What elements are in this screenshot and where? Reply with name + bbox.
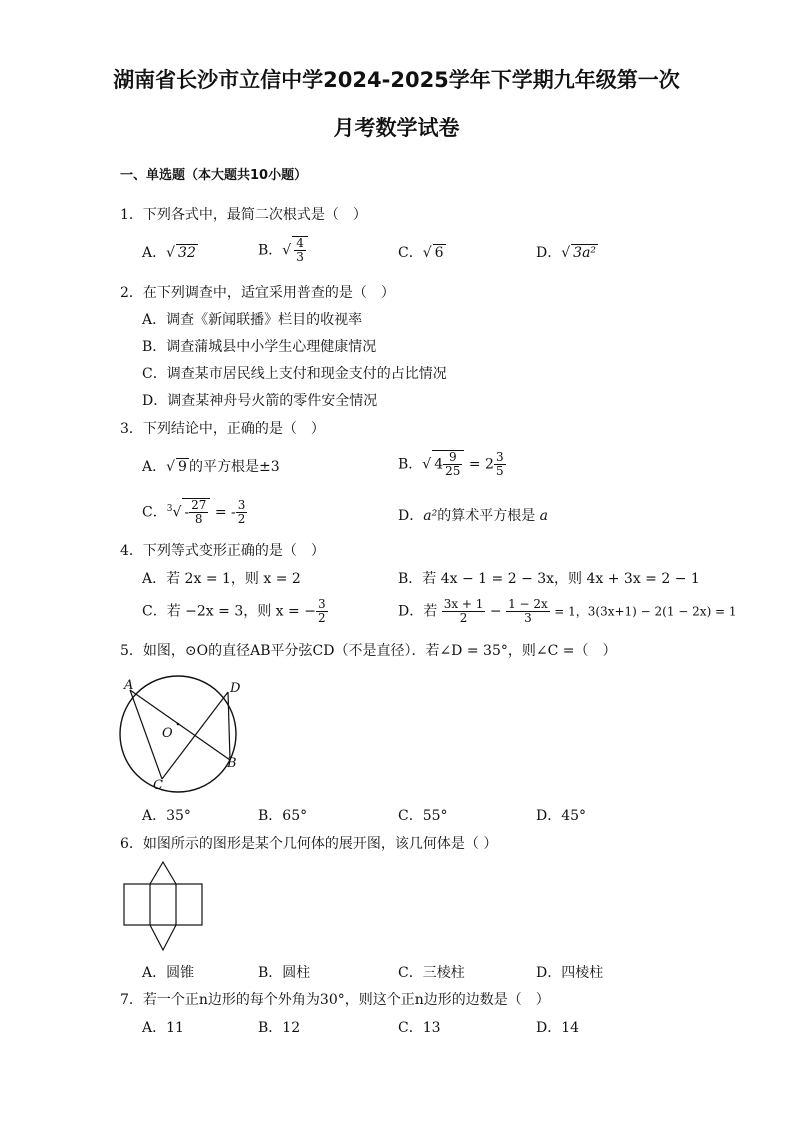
q6-option-a: A．圆锥: [142, 965, 195, 981]
q6-option-d: D．四棱柱: [536, 965, 604, 981]
q3-option-b: B．√ 4 $\frac{9}{25}$ = 2 $\frac{3}{5}$: [398, 450, 504, 479]
net-bottom-triangle: [150, 925, 176, 950]
q5-option-b: B．65°: [258, 808, 308, 824]
q1-option-b: B．√ $\frac{4}{3}$: [258, 236, 308, 264]
q7-option-d: D．14: [536, 1020, 580, 1036]
question-1-stem: 1．下列各式中，最简二次根式是（ ）: [120, 207, 367, 223]
question-2-stem: 2．在下列调查中，适宜采用普查的是（ ）: [120, 285, 395, 301]
circle-o: [120, 676, 236, 792]
question-3-stem: 3．下列结论中，正确的是（ ）: [120, 421, 325, 437]
q4-option-a: A．若 2x = 1，则 x = 2: [142, 571, 301, 587]
q2-option-d: D．调查某神舟号火箭的零件安全情况: [142, 393, 378, 409]
q3-option-d: D．a²的算术平方根是 a: [398, 508, 549, 524]
q5-option-c: C．55°: [398, 808, 448, 824]
q2-option-b: B．调查蒲城县中小学生心理健康情况: [142, 339, 377, 355]
section-heading: 一、单选题（本大题共10小题）: [120, 168, 308, 183]
q3-option-a: A．√ 9 的平方根是±3: [142, 459, 280, 475]
net-top-triangle: [150, 862, 176, 884]
q5-option-d: D．45°: [536, 808, 587, 824]
q1-option-a: A．√ 32: [142, 245, 196, 261]
chord-db: [228, 692, 230, 760]
q5-option-a: A．35°: [142, 808, 191, 824]
label-o: O: [162, 726, 173, 741]
q4-option-d: D．若 $\frac{3x + 1}{2}$ − $\frac{1 - 2x}{3}$ = 1，3(3x+1) − 2(1 − 2x) = 1: [398, 597, 737, 626]
question-6-stem: 6．如图所示的图形是某个几何体的展开图，该几何体是（ ）: [120, 836, 498, 852]
center-dot: [177, 723, 180, 726]
label-d: D: [230, 681, 241, 696]
net-rectangles: [124, 884, 202, 925]
net-diagram: [122, 860, 206, 954]
question-5-stem: 5．如图，⊙O的直径AB平分弦CD（不是直径）．若∠D = 35°，则∠C =（ ）: [120, 643, 617, 659]
question-4-stem: 4．下列等式变形正确的是（ ）: [120, 543, 325, 559]
q7-option-c: C．13: [398, 1020, 441, 1036]
chord-ab: [130, 690, 230, 760]
paper-title-line1: 湖南省长沙市立信中学2024-2025学年下学期九年级第一次: [113, 68, 680, 92]
q1-option-c: C．√ 6: [398, 245, 444, 261]
q2-option-c: C．调查某市居民线上支付和现金支付的占比情况: [142, 366, 447, 382]
q1-option-d: D．√ 3a²: [536, 245, 597, 261]
q6-option-c: C．三棱柱: [398, 965, 465, 981]
label-c: C: [153, 778, 163, 793]
q4-option-c: C．若 −2x = 3，则 x = − $\frac{3}{2}$: [142, 597, 326, 626]
paper-title-line2: 月考数学试卷: [333, 116, 460, 140]
q3-option-c: C．$^3$√ - $\frac{27}{8}$ = - $\frac{3}{2}$: [142, 498, 246, 527]
question-7-stem: 7．若一个正n边形的每个外角为30°，则这个正n边形的边数是（ ）: [120, 992, 550, 1008]
q6-option-b: B．圆柱: [258, 965, 311, 981]
q2-option-a: A．调查《新闻联播》栏目的收视率: [142, 312, 363, 328]
q7-option-a: A．11: [142, 1020, 184, 1036]
q7-option-b: B．12: [258, 1020, 301, 1036]
label-a: A: [124, 678, 134, 693]
label-b: B: [227, 756, 237, 771]
chord-ac: [130, 690, 162, 779]
q4-option-b: B．若 4x − 1 = 2 − 3x，则 4x + 3x = 2 − 1: [398, 571, 700, 587]
